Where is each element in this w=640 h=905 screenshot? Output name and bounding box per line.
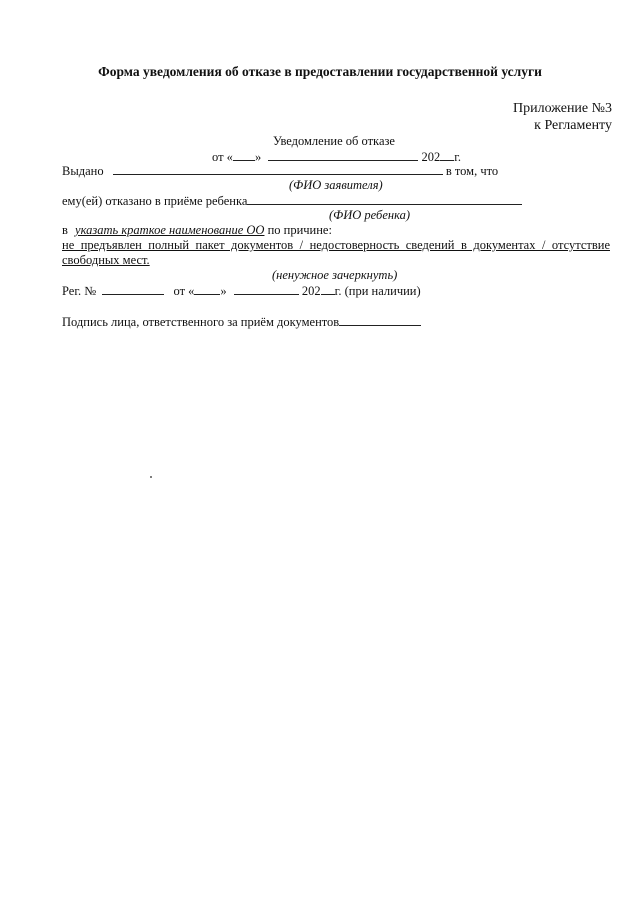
date-year-suffix: г. xyxy=(454,150,462,164)
registration-line xyxy=(62,283,421,299)
reg-label: Рег. № xyxy=(62,284,97,298)
reg-number-blank xyxy=(102,283,164,295)
issued-label: Выдано xyxy=(62,164,104,178)
applicant-blank xyxy=(113,163,443,175)
issued-suffix: в том, что xyxy=(445,164,499,178)
scan-speck xyxy=(150,476,152,478)
day-blank xyxy=(233,149,255,161)
strike-hint: (ненужное зачеркнуть) xyxy=(272,268,398,282)
reg-day-blank xyxy=(194,283,220,295)
notice-heading: Уведомление об отказе xyxy=(273,134,395,148)
reg-year-blank xyxy=(321,283,335,295)
year-blank xyxy=(440,149,454,161)
date-year-prefix: 202 xyxy=(421,150,441,164)
document-title: Форма уведомления об отказе в предоставлении государственной услуги xyxy=(98,64,542,79)
reg-close-quote: » xyxy=(220,284,227,298)
org-line xyxy=(62,223,332,238)
month-blank xyxy=(268,149,418,161)
refusal-reasons: не предъявлен полный пакет документов / недостоверность сведений в документах / отсутствие свободных мест. xyxy=(62,238,610,267)
child-line xyxy=(62,193,522,209)
reg-suffix: г. (при наличии) xyxy=(334,284,421,298)
org-placeholder: указать краткое наименование ОО xyxy=(75,223,265,237)
child-label: ему(ей) отказано в приёме ребенка xyxy=(62,194,248,208)
child-hint: (ФИО ребенка) xyxy=(329,208,411,222)
appendix-note xyxy=(513,100,612,134)
issued-line xyxy=(62,163,498,179)
reg-month-blank xyxy=(234,283,299,295)
child-blank xyxy=(247,193,522,205)
appendix-line-1: Приложение №3 xyxy=(513,101,612,116)
org-suffix: по причине: xyxy=(267,223,332,237)
signature-blank xyxy=(339,314,421,326)
signature-line xyxy=(62,314,421,330)
date-from-label: от « xyxy=(212,150,233,164)
reg-year-prefix: 202 xyxy=(301,284,321,298)
signature-label: Подпись лица, ответственного за приём документов xyxy=(62,315,340,329)
appendix-line-2: к Регламенту xyxy=(534,118,612,133)
date-close-quote: » xyxy=(254,150,262,164)
applicant-hint: (ФИО заявителя) xyxy=(289,178,383,192)
reg-from-label: от « xyxy=(173,284,195,298)
org-prefix: в xyxy=(62,223,68,237)
